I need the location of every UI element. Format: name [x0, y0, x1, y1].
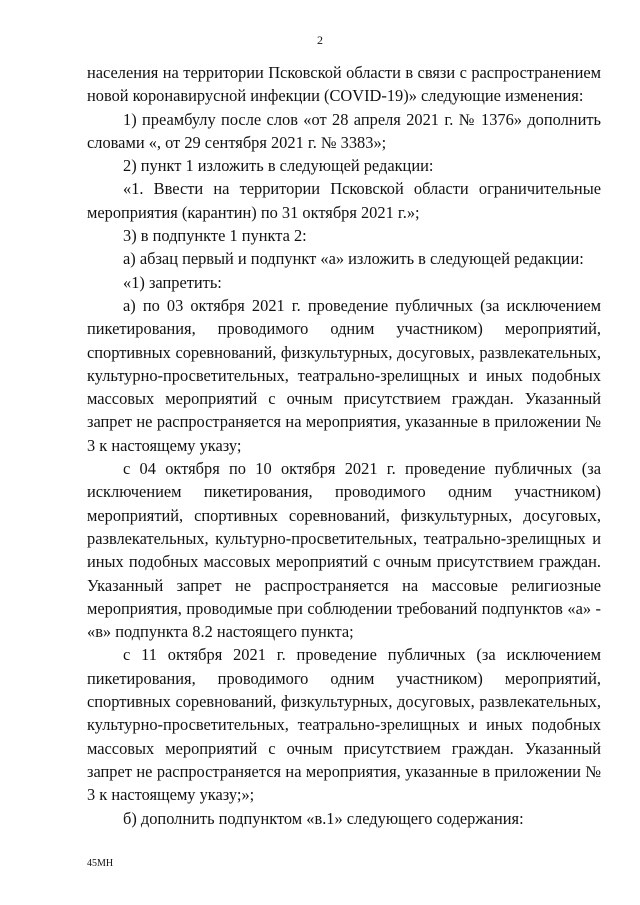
paragraph-prohibition-until-oct-3: а) по 03 октября 2021 г. проведение публичных (за исключением пикетирования, проводимого одним участником) мероприятий, спортивных соревнований, физкультурных, досуговых, развлекательных, культурно-просветительных, театрально-зрелищных и иных подобных массовых мероприятий с очным присутствием граждан. Указанный запрет не распространяется на мероприятия, указанные в приложении № 3 к настоящему указу;	[87, 295, 601, 455]
paragraph-quarantine-clause: «1. Ввести на территории Псковской области ограничительные мероприятия (карантин) по 31 октября 2021 г.»;	[87, 179, 601, 222]
paragraph-amendment-1: 1) преамбулу после слов «от 28 апреля 2021 г. № 1376» дополнить словами «, от 29 сентября 2021 г. № 3383»;	[87, 109, 601, 152]
footer-code: 45МН	[87, 858, 114, 869]
paragraph-amendment-3: 3) в подпункте 1 пункта 2:	[123, 226, 307, 246]
paragraph-continuation: населения на территории Псковской области в связи с распространением новой коронавирусной инфекции (COVID-19)» следующие изменения:	[87, 63, 601, 106]
paragraph-prohibition-from-oct-11: с 11 октября 2021 г. проведение публичных (за исключением пикетирования, проводимого одним участником) мероприятий, спортивных соревнований, физкультурных, досуговых, развлекательных, культурно-просветительных, театрально-зрелищных и иных подобных массовых мероприятий с очным присутствием граждан. Указанный запрет не распространяется на мероприятия, указанные в приложении № 3 к настоящему указу;»;	[87, 645, 601, 805]
paragraph-amendment-2: 2) пункт 1 изложить в следующей редакции:	[123, 156, 434, 176]
paragraph-prohibit: «1) запретить:	[123, 272, 222, 292]
paragraph-subitem-a: а) абзац первый и подпункт «а» изложить в следующей редакции:	[123, 249, 584, 269]
page-number: 2	[317, 33, 323, 47]
document-body	[87, 61, 601, 830]
paragraph-prohibition-oct-4-10: с 04 октября по 10 октября 2021 г. проведение публичных (за исключением пикетирования, проводимого одним участником) мероприятий, спортивных соревнований, физкультурных, досуговых, развлекательных, культурно-просветительных, театрально-зрелищных и иных подобных массовых мероприятий с очным присутствием граждан. Указанный запрет не распространяется на массовые религиозные мероприятия, проводимые при соблюдении требований подпунктов «а» - «в» подпункта 8.2 настоящего пункта;	[87, 459, 601, 642]
paragraph-subitem-b: б) дополнить подпунктом «в.1» следующего содержания:	[123, 808, 524, 828]
